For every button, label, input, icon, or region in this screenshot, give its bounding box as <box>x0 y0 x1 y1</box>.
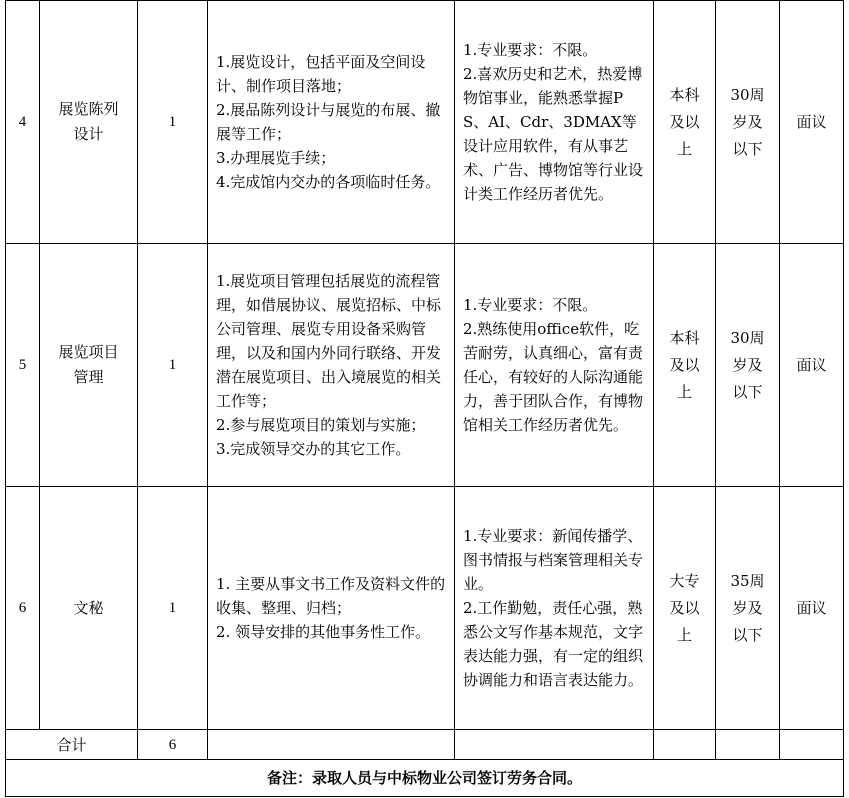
salary-method: 面议 <box>780 1 844 244</box>
age-limit <box>716 1 780 244</box>
education-line: 及以 <box>669 355 700 374</box>
duty-item: 1.展览项目管理包括展览的流程管理，如借展协议、展览招标、中标公司管理、展览专用设备采购管理，以及和国内外同行联络、开发潜在展览项目、出入境展览的相关工作等； <box>216 272 442 410</box>
education-line: 上 <box>676 625 692 644</box>
position-name <box>40 487 138 730</box>
education-line: 上 <box>676 382 692 401</box>
empty-cell <box>208 730 455 760</box>
note-row <box>6 760 844 797</box>
education-line: 本科 <box>669 85 700 104</box>
education-line: 本科 <box>669 328 700 347</box>
requirement-item: 1.专业要求：不限。 <box>463 41 598 59</box>
age-line: 以下 <box>732 382 763 401</box>
salary-method: 面议 <box>780 244 844 487</box>
duty-item: 1. 主要从事文书工作及资料文件的收集、整理、归档； <box>216 575 446 617</box>
age-line: 岁及 <box>732 355 763 374</box>
age-line: 30周 <box>730 85 765 104</box>
recruitment-table-container <box>5 0 844 797</box>
job-requirements <box>455 244 654 487</box>
row-number: 6 <box>6 487 40 730</box>
job-requirements <box>455 487 654 730</box>
age-line: 以下 <box>732 625 763 644</box>
age-line: 35周 <box>730 571 765 590</box>
table-row <box>6 244 844 487</box>
headcount: 1 <box>138 1 208 244</box>
education <box>654 1 716 244</box>
table-row <box>6 487 844 730</box>
requirement-item: 1.专业要求：新闻传播学、图书情报与档案管理相关专业。 <box>463 527 644 593</box>
requirement-item: 1.专业要求：不限。 <box>463 296 598 314</box>
duty-item: 3.完成领导交办的其它工作。 <box>216 440 411 458</box>
salary-method: 面议 <box>780 487 844 730</box>
total-row <box>6 730 844 760</box>
position-line: 文秘 <box>73 598 104 617</box>
job-duties <box>208 487 455 730</box>
duty-item: 3.办理展览手续； <box>216 149 336 167</box>
headcount: 1 <box>138 487 208 730</box>
education-line: 大专 <box>669 571 700 590</box>
education-line: 上 <box>676 139 692 158</box>
job-duties <box>208 244 455 487</box>
note-text: 备注：录取人员与中标物业公司签订劳务合同。 <box>6 760 844 797</box>
age-limit <box>716 487 780 730</box>
position-line: 管理 <box>73 368 104 386</box>
headcount: 1 <box>138 244 208 487</box>
total-label: 合计 <box>6 730 138 760</box>
recruitment-table <box>5 0 844 797</box>
education-line: 及以 <box>669 598 700 617</box>
age-line: 以下 <box>732 139 763 158</box>
position-name <box>40 1 138 244</box>
requirement-item: 2.熟练使用office软件，吃苦耐劳，认真细心，富有责任心，有较好的人际沟通能力，善于团队合作，有博物馆相关工作经历者优先。 <box>463 320 644 434</box>
position-name <box>40 244 138 487</box>
position-line: 展览项目 <box>58 343 119 361</box>
job-requirements <box>455 1 654 244</box>
empty-cell <box>716 730 780 760</box>
duty-item: 4.完成馆内交办的各项临时任务。 <box>216 173 441 191</box>
job-duties <box>208 1 455 244</box>
age-line: 30周 <box>730 328 765 347</box>
empty-cell <box>654 730 716 760</box>
requirement-item: 2.喜欢历史和艺术，热爱博物馆事业，能熟悉掌握PS、AI、Cdr、3DMAX等设计应用软件，有从事艺术、广告、博物馆等行业设计类工作经历者优先。 <box>463 65 644 203</box>
duty-item: 2. 领导安排的其他事务性工作。 <box>216 623 431 641</box>
duty-item: 1.展览设计，包括平面及空间设计、制作项目落地； <box>216 53 426 95</box>
total-count: 6 <box>138 730 208 760</box>
duty-item: 2.展品陈列设计与展览的布展、撤展等工作； <box>216 101 441 143</box>
requirement-item: 2.工作勤勉，责任心强，熟悉公文写作基本规范，文字表达能力强，有一定的组织协调能力和语言表达能力。 <box>463 599 644 689</box>
position-line: 展览陈列 <box>58 100 119 118</box>
empty-cell <box>780 730 844 760</box>
age-line: 岁及 <box>732 112 763 131</box>
table-row <box>6 1 844 244</box>
row-number: 5 <box>6 244 40 487</box>
empty-cell <box>455 730 654 760</box>
age-line: 岁及 <box>732 598 763 617</box>
duty-item: 2.参与展览项目的策划与实施； <box>216 416 426 434</box>
education <box>654 487 716 730</box>
education-line: 及以 <box>669 112 700 131</box>
position-line: 设计 <box>73 125 104 143</box>
education <box>654 244 716 487</box>
age-limit <box>716 244 780 487</box>
row-number: 4 <box>6 1 40 244</box>
